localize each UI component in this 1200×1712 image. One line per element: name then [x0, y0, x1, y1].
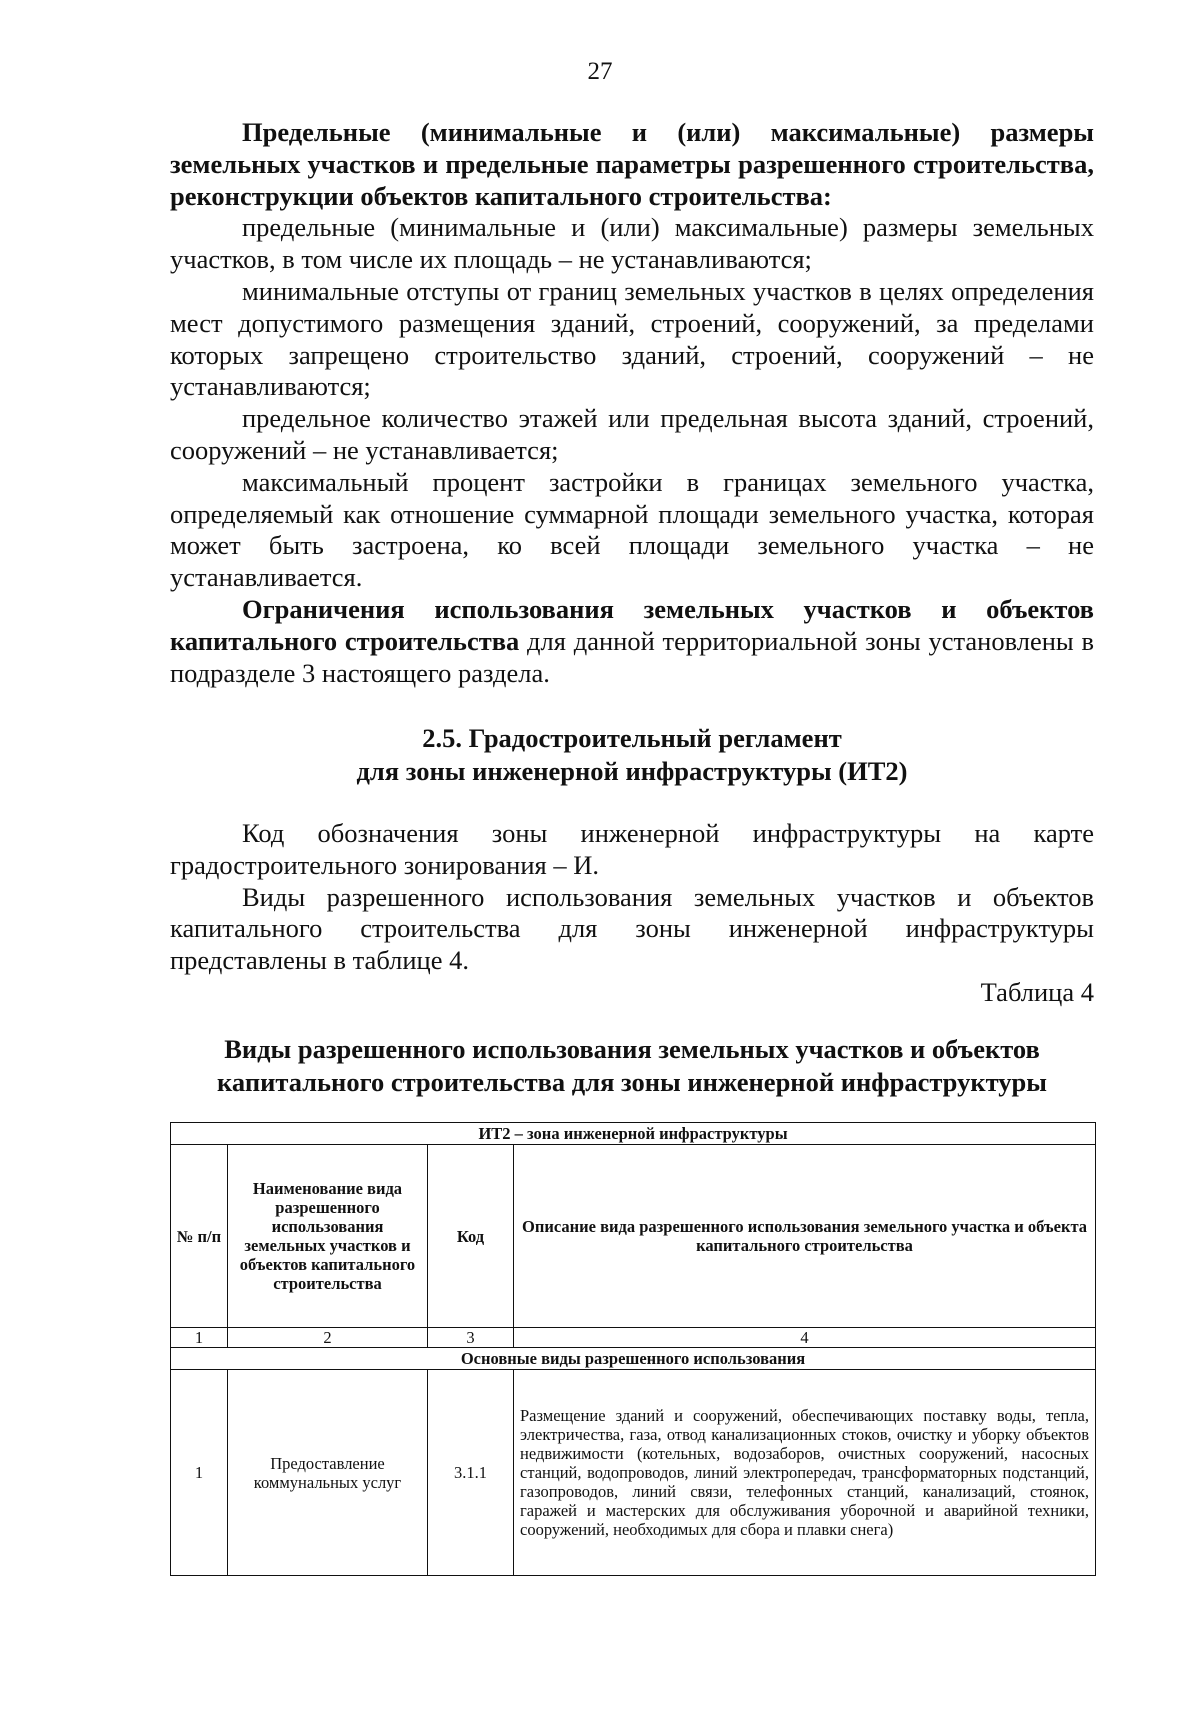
page-number: 27	[587, 58, 613, 85]
row-use-name: Предоставление коммунальных услуг	[228, 1370, 428, 1576]
permitted-uses-table	[170, 1122, 1096, 1576]
row-number: 1	[171, 1370, 228, 1576]
table-title-line-1: Виды разрешенного использования земельных участков и объектов	[224, 1034, 1040, 1064]
limits-item-plot-size: предельные (минимальные и (или) максимальные) размеры земельных участков, в том числе их площадь – не устанавливаются;	[170, 212, 1094, 275]
limits-item-floors: предельное количество этажей или предельная высота зданий, строений, сооружений – не устанавливается;	[170, 403, 1094, 465]
table-row	[171, 1370, 1096, 1576]
column-header-description: Описание вида разрешенного использования земельного участка и объекта капитального строительства	[514, 1145, 1096, 1328]
restrictions-paragraph	[170, 594, 1094, 689]
column-number-3: 3	[428, 1328, 514, 1348]
table-label: Таблица 4	[980, 977, 1094, 1007]
section-heading-line-2: для зоны инженерной инфраструктуры (ИТ2)	[356, 756, 908, 786]
permitted-uses-paragraph: Виды разрешенного использования земельных участков и объектов капитального строительства для зоны инженерной инфраструктуры представлены в таблице 4.	[170, 881, 1094, 976]
column-header-name: Наименование вида разрешенного использования земельных участков и объектов капитального строительства	[228, 1145, 428, 1328]
limits-item-coverage: максимальный процент застройки в границах земельного участка, определяемый как отношение суммарной площади земельного участка, которая может быть застроена, ко всей площади земельного участка – не устанавливается.	[170, 466, 1094, 593]
table-title	[170, 1033, 1094, 1099]
column-number-1: 1	[171, 1328, 228, 1348]
column-header-code: Код	[428, 1145, 514, 1328]
column-header-number: № п/п	[171, 1145, 228, 1328]
table-title-line-2: капитального строительства для зоны инженерной инфраструктуры	[217, 1067, 1047, 1097]
section-body	[170, 818, 1094, 977]
table-zone-title: ИТ2 – зона инженерной инфраструктуры	[171, 1123, 1096, 1145]
row-description: Размещение зданий и сооружений, обеспечивающих поставку воды, тепла, электричества, газа, отвод канализационных стоков, очистку и уборку объектов недвижимости (котельных, водозаборов, очистных сооружений, насосных станций, водопроводов, линий электропередач, трансформаторных подстанций, газопроводов, линий связи, телефонных станций, канализаций, стоянок, гаражей и мастерских для обслуживания уборочной и аварийной техники, сооружений, необходимых для сбора и плавки снега)	[514, 1370, 1096, 1576]
column-number-2: 2	[228, 1328, 428, 1348]
row-code: 3.1.1	[428, 1370, 514, 1576]
section-heading-line-1: 2.5. Градостроительный регламент	[422, 723, 842, 753]
zone-code-paragraph: Код обозначения зоны инженерной инфраструктуры на карте градостроительного зонирования – И.	[170, 818, 1094, 880]
limits-item-setbacks: минимальные отступы от границ земельных участков в целях определения мест допустимого размещения зданий, строений, сооружений, за пределами которых запрещено строительство зданий, строений, сооружений – не устанавливаются;	[170, 275, 1094, 402]
restrictions-bold: Ограничения использования земельных участков и объектов капитального строительства	[170, 593, 1094, 656]
restrictions-rest: для данной территориальной зоны установлены в подразделе 3 настоящего раздела.	[170, 625, 1094, 688]
section-heading	[170, 722, 1094, 788]
table-group-title: Основные виды разрешенного использования	[171, 1348, 1096, 1370]
limits-heading: Предельные (минимальные и (или) максимальные) размеры земельных участков и предельные параметры разрешенного строительства, реконструкции объектов капитального строительства:	[170, 117, 1094, 211]
column-number-4: 4	[514, 1328, 1096, 1348]
limits-block	[170, 117, 1094, 689]
